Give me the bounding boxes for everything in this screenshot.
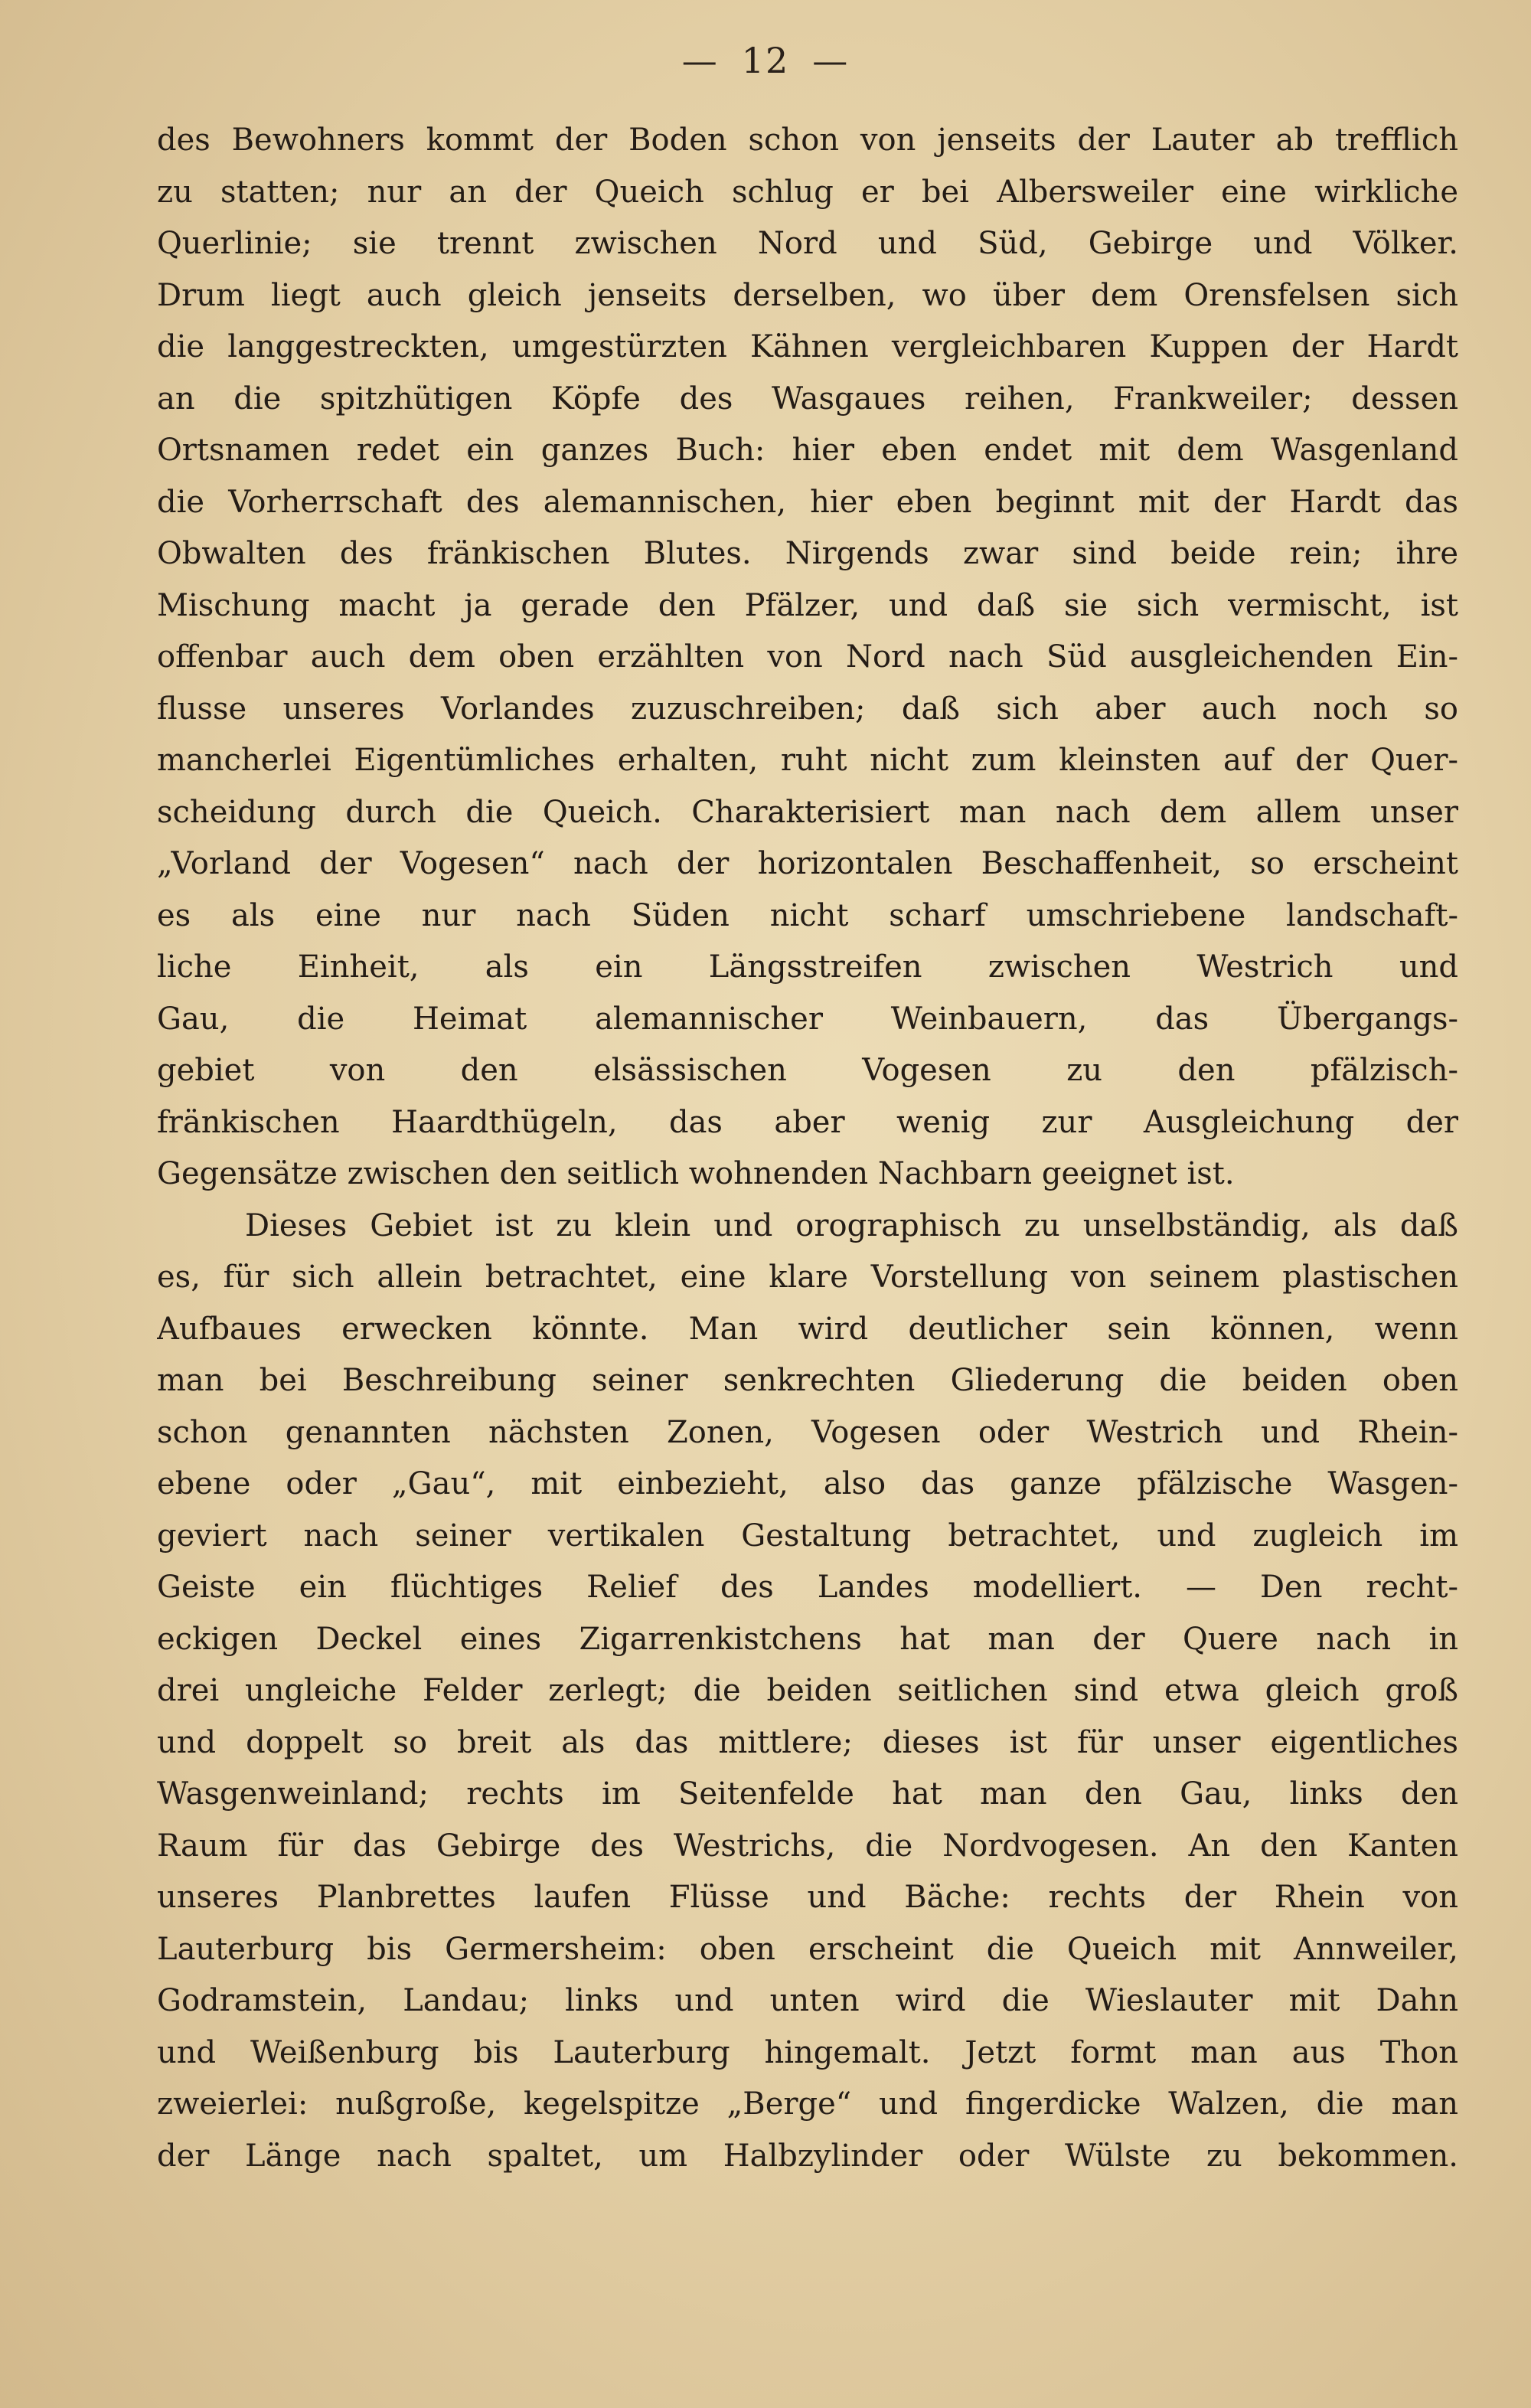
text-line: scheidung durch die Queich. Charakterisiert man nach dem allem unser xyxy=(157,794,1458,830)
text-line: Lauterburg bis Germersheim: oben erscheint die Queich mit Annweiler, xyxy=(157,1931,1458,1967)
text-line: an die spitzhütigen Köpfe des Wasgaues reihen, Frankweiler; dessen xyxy=(157,381,1458,417)
text-line: Drum liegt auch gleich jenseits derselben, wo über dem Orensfelsen sich xyxy=(157,277,1458,313)
text-line: Gegensätze zwischen den seitlich wohnenden Nachbarn geeignet ist. xyxy=(157,1156,1235,1191)
text-line: Mischung macht ja gerade den Pfälzer, und daß sie sich vermischt, ist xyxy=(157,587,1458,623)
text-line: Raum für das Gebirge des Westrichs, die Nordvogesen. An den Kanten xyxy=(157,1828,1458,1864)
page-number: 12 xyxy=(741,40,790,81)
text-line: es, für sich allein betrachtet, eine klare Vorstellung von seinem plastischen xyxy=(157,1260,1458,1295)
text-line: Godramstein, Landau; links und unten wird die Wieslauter mit Dahn xyxy=(157,1983,1458,2018)
text-line: und Weißenburg bis Lauterburg hingemalt. Jetzt formt man aus Thon xyxy=(157,2034,1458,2070)
text-line: „Vorland der Vogesen“ nach der horizontalen Beschaffenheit, so erscheint xyxy=(157,846,1458,881)
text-line: Querlinie; sie trennt zwischen Nord und Süd, Gebirge und Völker. xyxy=(157,226,1458,261)
text-line: man bei Beschreibung seiner senkrechten Gliederung die beiden oben xyxy=(157,1363,1458,1398)
text-line: liche Einheit, als ein Längsstreifen zwischen Westrich und xyxy=(157,949,1458,985)
page-number-dash-right: — xyxy=(812,40,850,81)
text-line: Ortsnamen redet ein ganzes Buch: hier eben endet mit dem Wasgenland xyxy=(157,433,1458,468)
text-line: schon genannten nächsten Zonen, Vogesen oder Westrich und Rhein- xyxy=(157,1414,1458,1450)
text-line: offenbar auch dem oben erzählten von Nord nach Süd ausgleichenden Ein- xyxy=(157,639,1458,675)
text-line: es als eine nur nach Süden nicht scharf umschriebene landschaft- xyxy=(157,897,1458,933)
text-line: eckigen Deckel eines Zigarrenkistchens hat man der Quere nach in xyxy=(157,1621,1458,1657)
text-line: Obwalten des fränkischen Blutes. Nirgends zwar sind beide rein; ihre xyxy=(157,536,1458,571)
text-line: zu statten; nur an der Queich schlug er bei Albersweiler eine wirkliche xyxy=(157,174,1458,210)
text-line: Dieses Gebiet ist zu klein und orographisch zu unselbständig, als daß xyxy=(245,1207,1458,1243)
text-line: und doppelt so breit als das mittlere; dieses ist für unser eigentliches xyxy=(157,1724,1458,1760)
text-line: Aufbaues erwecken könnte. Man wird deutlicher sein können, wenn xyxy=(157,1311,1458,1347)
text-line: des Bewohners kommt der Boden schon von jenseits der Lauter ab trefflich xyxy=(157,123,1458,158)
body-text xyxy=(157,115,1458,2182)
text-line: zweierlei: nußgroße, kegelspitze „Berge“ und fingerdicke Walzen, die man xyxy=(157,2086,1458,2122)
page-number-dash-left: — xyxy=(681,40,719,81)
text-line: ebene oder „Gau“, mit einbezieht, also das ganze pfälzische Wasgen- xyxy=(157,1466,1458,1501)
text-line: gebiet von den elsässischen Vogesen zu den pfälzisch- xyxy=(157,1053,1458,1088)
text-line: mancherlei Eigentümliches erhalten, ruht nicht zum kleinsten auf der Quer- xyxy=(157,743,1458,778)
page-number-header xyxy=(0,40,1531,81)
text-line: flusse unseres Vorlandes zuzuschreiben; daß sich aber auch noch so xyxy=(157,691,1458,727)
text-line: geviert nach seiner vertikalen Gestaltung betrachtet, und zugleich im xyxy=(157,1518,1458,1554)
text-line: die Vorherrschaft des alemannischen, hier eben beginnt mit der Hardt das xyxy=(157,484,1458,520)
text-line: Geiste ein flüchtiges Relief des Landes modelliert. — Den recht- xyxy=(157,1570,1458,1605)
text-line: der Länge nach spaltet, um Halbzylinder oder Wülste zu bekommen. xyxy=(157,2138,1458,2174)
text-line: Gau, die Heimat alemannischer Weinbauern, das Übergangs- xyxy=(157,1001,1458,1037)
text-line: unseres Planbrettes laufen Flüsse und Bäche: rechts der Rhein von xyxy=(157,1880,1458,1915)
text-line: drei ungleiche Felder zerlegt; die beiden seitlichen sind etwa gleich groß xyxy=(157,1673,1458,1708)
text-line: die langgestreckten, umgestürzten Kähnen vergleichbaren Kuppen der Hardt xyxy=(157,329,1458,364)
text-line: fränkischen Haardthügeln, das aber wenig zur Ausgleichung der xyxy=(157,1104,1458,1140)
text-line: Wasgenweinland; rechts im Seitenfelde hat man den Gau, links den xyxy=(157,1776,1458,1812)
